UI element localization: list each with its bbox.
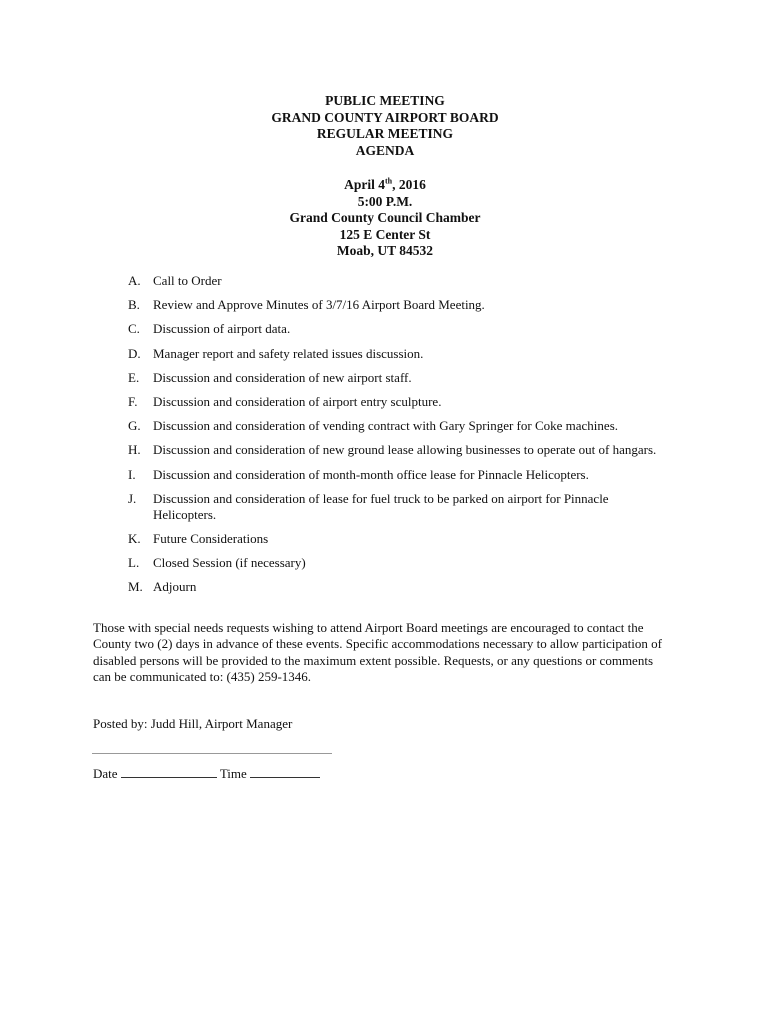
meeting-header	[0, 93, 770, 260]
agenda-item-text: Review and Approve Minutes of 3/7/16 Airport Board Meeting.	[153, 297, 485, 313]
agenda-item-text: Adjourn	[153, 579, 197, 595]
meeting-date-year: , 2016	[392, 177, 426, 192]
agenda-item-letter: H.	[128, 442, 141, 458]
agenda-item-letter: F.	[128, 393, 138, 409]
agenda-item-text: Closed Session (if necessary)	[153, 555, 306, 571]
agenda-item-letter: K.	[128, 530, 141, 546]
agenda-item-text: Discussion and consideration of month-month office lease for Pinnacle Helicopters.	[153, 466, 589, 482]
agenda-item-text: Discussion and consideration of lease for fuel truck to be parked on airport for Pinnacle Helicopters.	[153, 490, 609, 522]
agenda-item-letter: I.	[128, 466, 136, 482]
agenda-item-text: Discussion and consideration of airport entry sculpture.	[153, 393, 442, 409]
agenda-item-letter: M.	[128, 579, 143, 595]
agenda-item-text: Future Considerations	[153, 530, 269, 546]
agenda-item-letter: A.	[128, 273, 141, 288]
date-time-row	[93, 766, 320, 782]
agenda-item-text: Discussion of airport data.	[153, 321, 291, 337]
agenda-item-letter: C.	[128, 321, 140, 337]
meeting-venue: Grand County Council Chamber	[289, 210, 481, 225]
agenda-item	[128, 418, 668, 434]
agenda-item-letter: D.	[128, 345, 141, 361]
signature-line	[92, 753, 332, 754]
agenda-item	[128, 273, 668, 289]
agenda-item-text: Discussion and consideration of new airport staff.	[153, 369, 412, 385]
meeting-date-day: April 4	[344, 177, 385, 192]
meeting-street: 125 E Center St	[339, 226, 431, 242]
meeting-city: Moab, UT 84532	[336, 243, 434, 258]
header-line-regular-meeting: REGULAR MEETING	[316, 126, 454, 141]
meeting-date	[0, 177, 770, 194]
posted-by: Posted by: Judd Hill, Airport Manager	[93, 716, 293, 731]
time-blank	[250, 766, 320, 778]
agenda-item-letter: B.	[128, 297, 140, 313]
agenda-item	[128, 346, 668, 362]
agenda-item-letter: L.	[128, 555, 140, 571]
meeting-time: 5:00 P.M.	[357, 193, 413, 209]
agenda-item-text: Discussion and consideration of vending contract with Gary Springer for Coke machines.	[153, 418, 618, 434]
agenda-item-text: Call to Order	[153, 273, 222, 288]
agenda-item-letter: J.	[128, 490, 137, 506]
header-line-agenda: AGENDA	[355, 142, 415, 158]
agenda-item	[128, 467, 668, 483]
agenda-item	[128, 555, 668, 571]
agenda-item	[128, 370, 668, 386]
agenda-item	[128, 579, 668, 595]
header-line-board-name: GRAND COUNTY AIRPORT BOARD	[271, 109, 499, 125]
agenda-item	[128, 297, 668, 313]
agenda-item-text: Discussion and consideration of new ground lease allowing businesses to operate out of hangars.	[153, 442, 657, 458]
agenda-list	[128, 273, 668, 603]
agenda-item-text: Manager report and safety related issues discussion.	[153, 345, 424, 361]
agenda-item	[128, 321, 668, 337]
time-label: Time	[219, 766, 247, 781]
agenda-item	[128, 491, 668, 523]
date-blank	[121, 766, 217, 778]
agenda-item	[128, 531, 668, 547]
agenda-item-letter: G.	[128, 418, 141, 434]
header-line-public-meeting: PUBLIC MEETING	[325, 93, 445, 108]
date-label: Date	[93, 766, 118, 781]
agenda-item	[128, 442, 668, 458]
accessibility-notice: Those with special needs requests wishing to attend Airport Board meetings are encouraged to contact the County two (2) days in advance of these events. Specific accommodations necessary to allow participation of disabled persons will be provided to the maximum extent possible. Requests, or any questions or comments can be communicated to: (435) 259-1346.	[93, 620, 662, 684]
agenda-item	[128, 394, 668, 410]
agenda-item-letter: E.	[128, 369, 140, 385]
meeting-date-suffix: th	[385, 176, 393, 186]
